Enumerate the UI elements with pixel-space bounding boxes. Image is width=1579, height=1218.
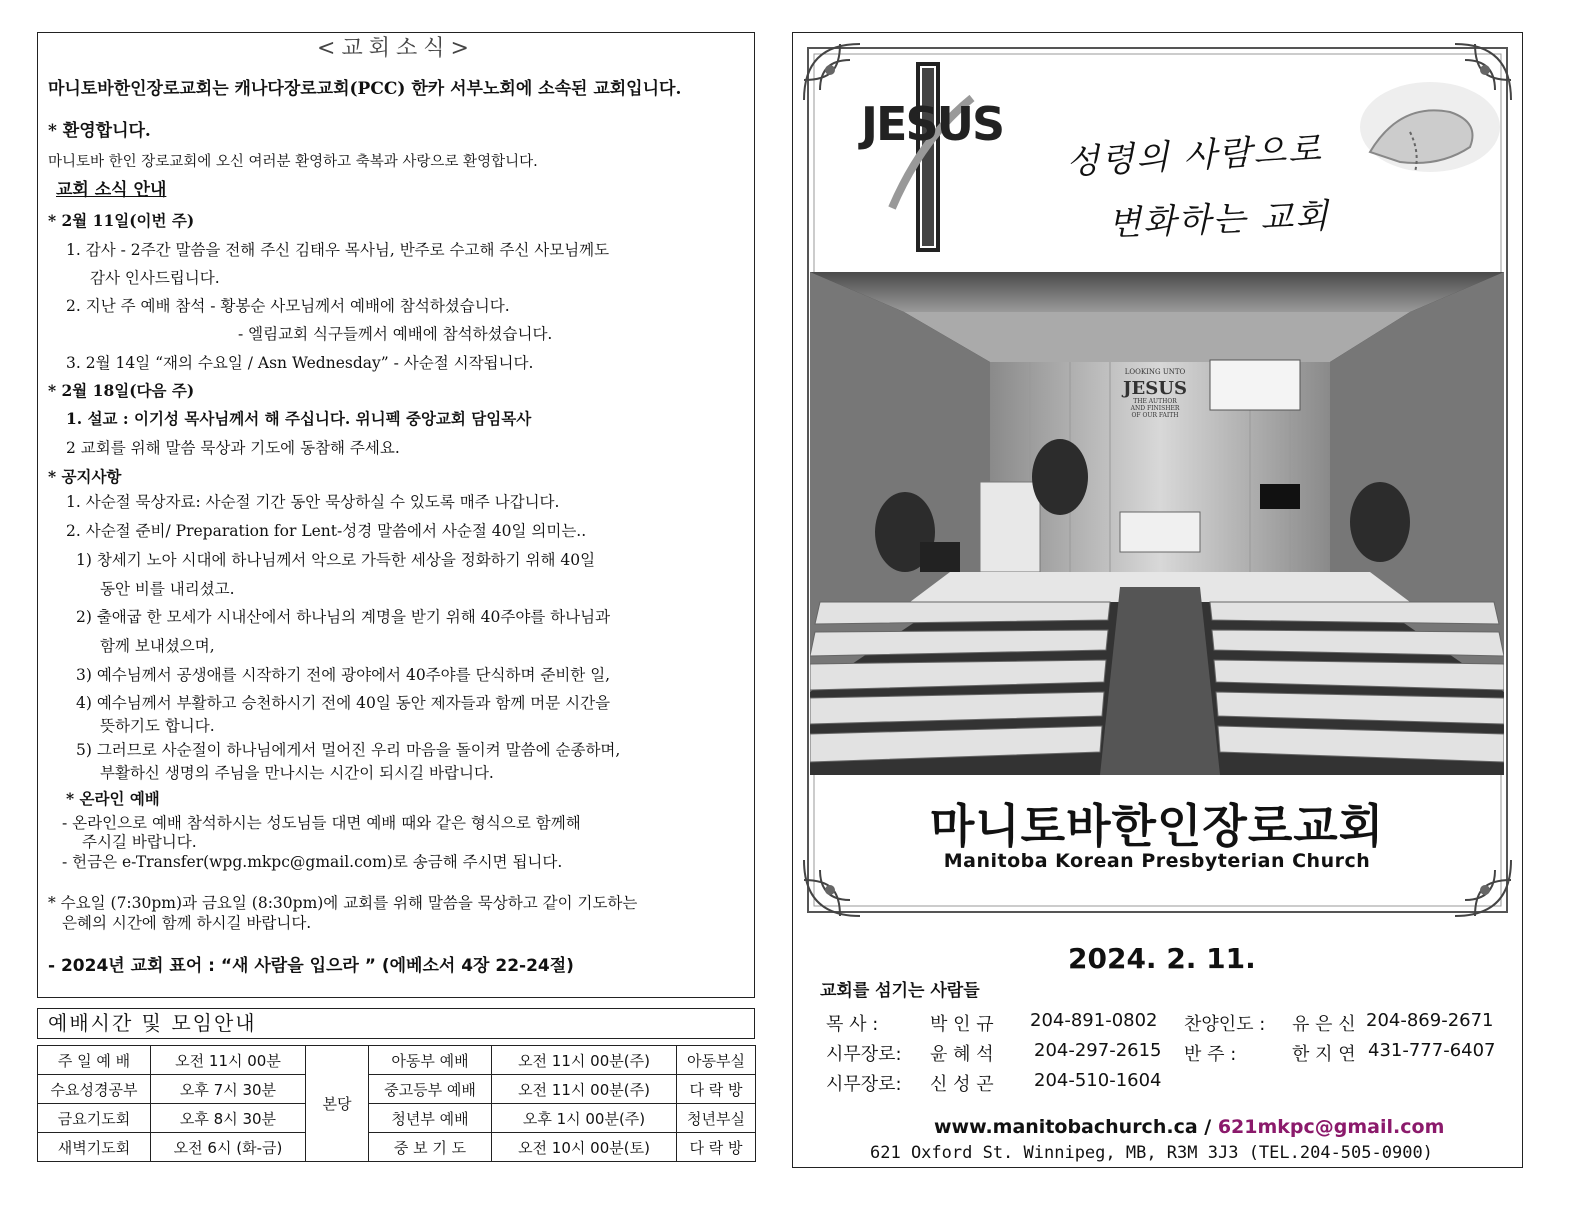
schedule-cell: 주 일 예 배 [38,1046,151,1075]
schedule-cell: 오전 6시 (화-금) [151,1133,306,1162]
lent-item-3: 3) 예수님께서 공생애를 시작하기 전에 광야에서 40주야를 단식하며 준비한 일, [76,666,611,684]
bulletin-date: 2024. 2. 11. [1068,942,1256,975]
schedule-cell: 아동부실 [677,1046,756,1075]
sign-finisher: AND FINISHER [1130,405,1180,412]
feb11-item-2: 2. 지난 주 예배 참석 - 황봉순 사모님께서 예배에 참석하셨습니다. [66,297,510,315]
staff-name: 유 은 신 [1292,1014,1356,1035]
praying-hands-illustration [1340,72,1500,182]
website-link[interactable]: www.manitobachurch.ca [934,1116,1198,1138]
sanctuary-photo [810,272,1504,775]
church-news-box [37,32,755,998]
lent-item-4: 4) 예수님께서 부활하고 승천하시기 전에 40일 동안 제자들과 함께 머문 시간을 [76,694,611,712]
slogan-line-1: 성령의 사람으로 [1065,129,1324,183]
table-row [38,1075,756,1104]
notice-heading: * 공지사항 [48,467,122,486]
staff-heading: 교회를 섬기는 사람들 [820,981,980,1001]
staff-phone: 204-869-2671 [1366,1010,1494,1031]
staff-role: 목 사 : [826,1014,879,1035]
online-item-2: - 헌금은 e-Transfer(wpg.mkpc@gmail.com)로 송금해 주시면 됩니다. [62,853,563,871]
schedule-cell: 수요성경공부 [38,1075,151,1104]
contact-line [934,1116,1444,1138]
schedule-cell: 오후 8시 30분 [151,1104,306,1133]
lent-item-2-cont: 함께 보내셨으며, [100,637,215,655]
sign-faith: OF OUR FAITH [1131,412,1179,419]
guide-heading: 교회 소식 안내 [56,180,167,200]
staff-role: 반 주 : [1184,1044,1237,1065]
table-row [38,1104,756,1133]
feb18-item-2: 2 교회를 위해 말씀 묵상과 기도에 동참해 주세요. [66,439,400,457]
lent-item-4-cont: 뜻하기도 합니다. [100,717,215,735]
staff-phone: 204-891-0802 [1030,1010,1158,1031]
sign-looking-unto: LOOKING UNTO [1124,368,1186,376]
table-row [38,1133,756,1162]
church-address: 621 Oxford St. Winnipeg, MB, R3M 3J3 (TEL.204-505-0900) [870,1143,1433,1163]
staff-phone: 204-510-1604 [1034,1070,1162,1091]
online-item-1-cont: 주시길 바랍니다. [82,833,197,851]
prayer-notice-cont: 은혜의 시간에 함께 하시길 바랍니다. [62,914,312,932]
schedule-title: 예배시간 및 모임안내 [37,1008,755,1039]
schedule-cell: 아동부 예배 [369,1046,492,1075]
feb11-item-1-cont: 감사 인사드립니다. [90,269,220,287]
online-item-1: - 온라인으로 예배 참석하시는 성도님들 대면 예배 때와 같은 형식으로 함께해 [62,814,581,832]
table-row [38,1046,756,1075]
schedule-cell: 오전 11시 00분(주) [492,1075,677,1104]
logo-text: JESUS [860,97,1004,151]
slogan-line-2: 변화하는 교회 [1107,196,1331,244]
staff-name: 박 인 규 [930,1014,994,1035]
lent-item-1-cont: 동안 비를 내리셨고. [100,580,235,598]
feb18-item-1: 1. 설교 : 이기성 목사님께서 해 주십니다. 위니펙 중앙교회 담임목사 [66,409,532,428]
church-motto: - 2024년 교회 표어 : “새 사람을 입으라 ” (에베소서 4장 22-24절) [48,956,574,976]
staff-name: 윤 혜 석 [930,1044,994,1065]
staff-phone: 204-297-2615 [1034,1040,1162,1061]
link-separator: / [1197,1116,1218,1138]
sign-jesus: JESUS [1123,378,1187,399]
lent-item-1: 1) 창세기 노아 시대에 하나님께서 악으로 가득한 세상을 정화하기 위해 40일 [76,551,596,569]
schedule-cell: 오전 10시 00분(토) [492,1133,677,1162]
welcome-heading: * 환영합니다. [48,121,151,141]
church-name-english: Manitoba Korean Presbyterian Church [943,850,1371,872]
staff-role: 시무장로: [826,1074,902,1095]
news-intro: 마니토바한인장로교회는 캐나다장로교회(PCC) 한카 서부노회에 소속된 교회입니다. [48,79,682,99]
jesus-cross-logo [852,58,1012,256]
schedule-cell: 새벽기도회 [38,1133,151,1162]
feb11-heading: * 2월 11일(이번 주) [48,211,195,230]
lent-item-5-cont: 부활하신 생명의 주님을 만나시는 시간이 되시길 바랍니다. [100,764,494,782]
schedule-cell: 오전 11시 00분 [151,1046,306,1075]
staff-role: 찬양인도 : [1184,1014,1266,1035]
notice-item-2: 2. 사순절 준비/ Preparation for Lent-성경 말씀에서 사순절 40일 의미는.. [66,522,587,540]
staff-phone: 431-777-6407 [1368,1040,1496,1061]
email-link[interactable]: 621mkpc@gmail.com [1217,1116,1445,1138]
feb11-item-1: 1. 감사 - 2주간 말씀을 전해 주신 김태우 목사님, 반주로 수고해 주신 사모님께도 [66,241,610,259]
church-name-korean: 마니토바한인장로교회 [929,799,1385,853]
schedule-cell: 중고등부 예배 [369,1075,492,1104]
feb18-heading: * 2월 18일(다음 주) [48,381,195,400]
schedule-table [37,1045,756,1162]
notice-item-1: 1. 사순절 묵상자료: 사순절 기간 동안 묵상하실 수 있도록 매주 나갑니다. [66,493,560,511]
schedule-cell: 청년부실 [677,1104,756,1133]
prayer-notice: * 수요일 (7:30pm)과 금요일 (8:30pm)에 교회를 위해 말씀을 묵상하고 같이 기도하는 [48,894,638,912]
schedule-cell: 중 보 기 도 [369,1133,492,1162]
staff-name: 신 성 곤 [930,1074,994,1095]
news-title: <교회소식> [317,36,475,61]
schedule-cell: 오후 1시 00분(주) [492,1104,677,1133]
schedule-place-main: 본당 [306,1046,369,1162]
lent-item-5: 5) 그러므로 사순절이 하나님에게서 멀어진 우리 마음을 돌이켜 말씀에 순종하며, [76,741,621,759]
staff-name: 한 지 연 [1292,1044,1356,1065]
schedule-cell: 오전 11시 00분(주) [492,1046,677,1075]
feb11-item-3: 3. 2월 14일 “재의 수요일 / Asn Wednesday” - 사순절 시작됩니다. [66,354,534,372]
staff-role: 시무장로: [826,1044,902,1065]
schedule-cell: 오후 7시 30분 [151,1075,306,1104]
lent-item-2: 2) 출애굽 한 모세가 시내산에서 하나님의 계명을 받기 위해 40주야를 하나님과 [76,608,611,626]
sign-author: THE AUTHOR [1133,398,1177,405]
feb11-item-2-cont: - 엘림교회 식구들께서 예배에 참석하셨습니다. [238,325,553,343]
welcome-text: 마니토바 한인 장로교회에 오신 여러분 환영하고 축복과 사랑으로 환영합니다. [48,154,538,170]
schedule-cell: 다 락 방 [677,1133,756,1162]
schedule-cell: 청년부 예배 [369,1104,492,1133]
schedule-cell: 금요기도회 [38,1104,151,1133]
online-heading: * 온라인 예배 [66,789,160,808]
schedule-cell: 다 락 방 [677,1075,756,1104]
